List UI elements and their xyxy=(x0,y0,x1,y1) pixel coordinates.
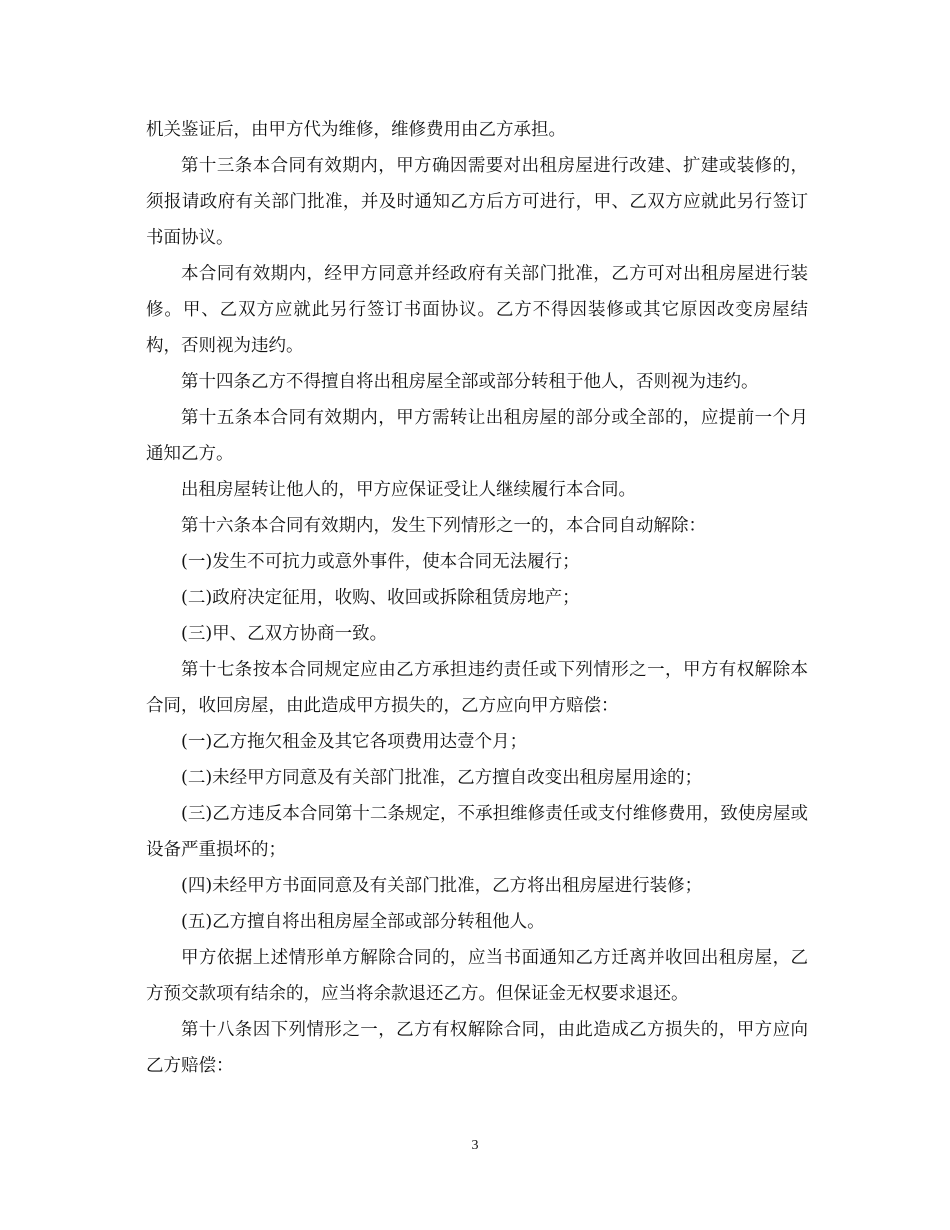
paragraph: (三)乙方违反本合同第十二条规定，不承担维修责任或支付维修费用，致使房屋或设备严重损坏的； xyxy=(146,804,808,860)
paragraph: (一)发生不可抗力或意外事件，使本合同无法履行； xyxy=(181,552,580,572)
paragraph: 第十五条本合同有效期内，甲方需转让出租房屋的部分或全部的，应提前一个月通知乙方。 xyxy=(146,408,808,464)
paragraph: 第十三条本合同有效期内，甲方确因需要对出租房屋进行改建、扩建或装修的，须报请政府有关部门批准，并及时通知乙方后方可进行，甲、乙双方应就此另行签订书面协议。 xyxy=(146,156,808,248)
paragraph: 甲方依据上述情形单方解除合同的，应当书面通知乙方迁离并收回出租房屋，乙方预交款项有结余的，应当将余款退还乙方。但保证金无权要求退还。 xyxy=(146,948,808,1004)
paragraph: 出租房屋转让他人的，甲方应保证受让人继续履行本合同。 xyxy=(181,480,636,500)
paragraph: (三)甲、乙双方协商一致。 xyxy=(181,624,388,644)
paragraph: (四)未经甲方书面同意及有关部门批准，乙方将出租房屋进行装修； xyxy=(181,876,703,896)
paragraph: 第十六条本合同有效期内，发生下列情形之一的，本合同自动解除： xyxy=(181,516,706,536)
paragraph: (二)未经甲方同意及有关部门批准，乙方擅自改变出租房屋用途的； xyxy=(181,768,703,788)
document-body xyxy=(146,112,808,1084)
paragraph: 第十八条因下列情形之一，乙方有权解除合同，由此造成乙方损失的，甲方应向乙方赔偿： xyxy=(146,1020,808,1076)
paragraph: 第十四条乙方不得擅自将出租房屋全部或部分转租于他人，否则视为违约。 xyxy=(181,372,759,392)
paragraph: 第十七条按本合同规定应由乙方承担违约责任或下列情形之一，甲方有权解除本合同，收回房屋，由此造成甲方损失的，乙方应向甲方赔偿： xyxy=(146,660,808,716)
page-number: 3 xyxy=(471,1138,479,1153)
paragraph: 本合同有效期内，经甲方同意并经政府有关部门批准，乙方可对出租房屋进行装修。甲、乙双方应就此另行签订书面协议。乙方不得因装修或其它原因改变房屋结构，否则视为违约。 xyxy=(146,264,808,356)
paragraph: (五)乙方擅自将出租房屋全部或部分转租他人。 xyxy=(181,912,545,932)
paragraph: 机关鉴证后，由甲方代为维修，维修费用由乙方承担。 xyxy=(146,120,566,140)
paragraph: (二)政府决定征用，收购、收回或拆除租赁房地产； xyxy=(181,588,580,608)
paragraph: (一)乙方拖欠租金及其它各项费用达壹个月； xyxy=(181,732,528,752)
